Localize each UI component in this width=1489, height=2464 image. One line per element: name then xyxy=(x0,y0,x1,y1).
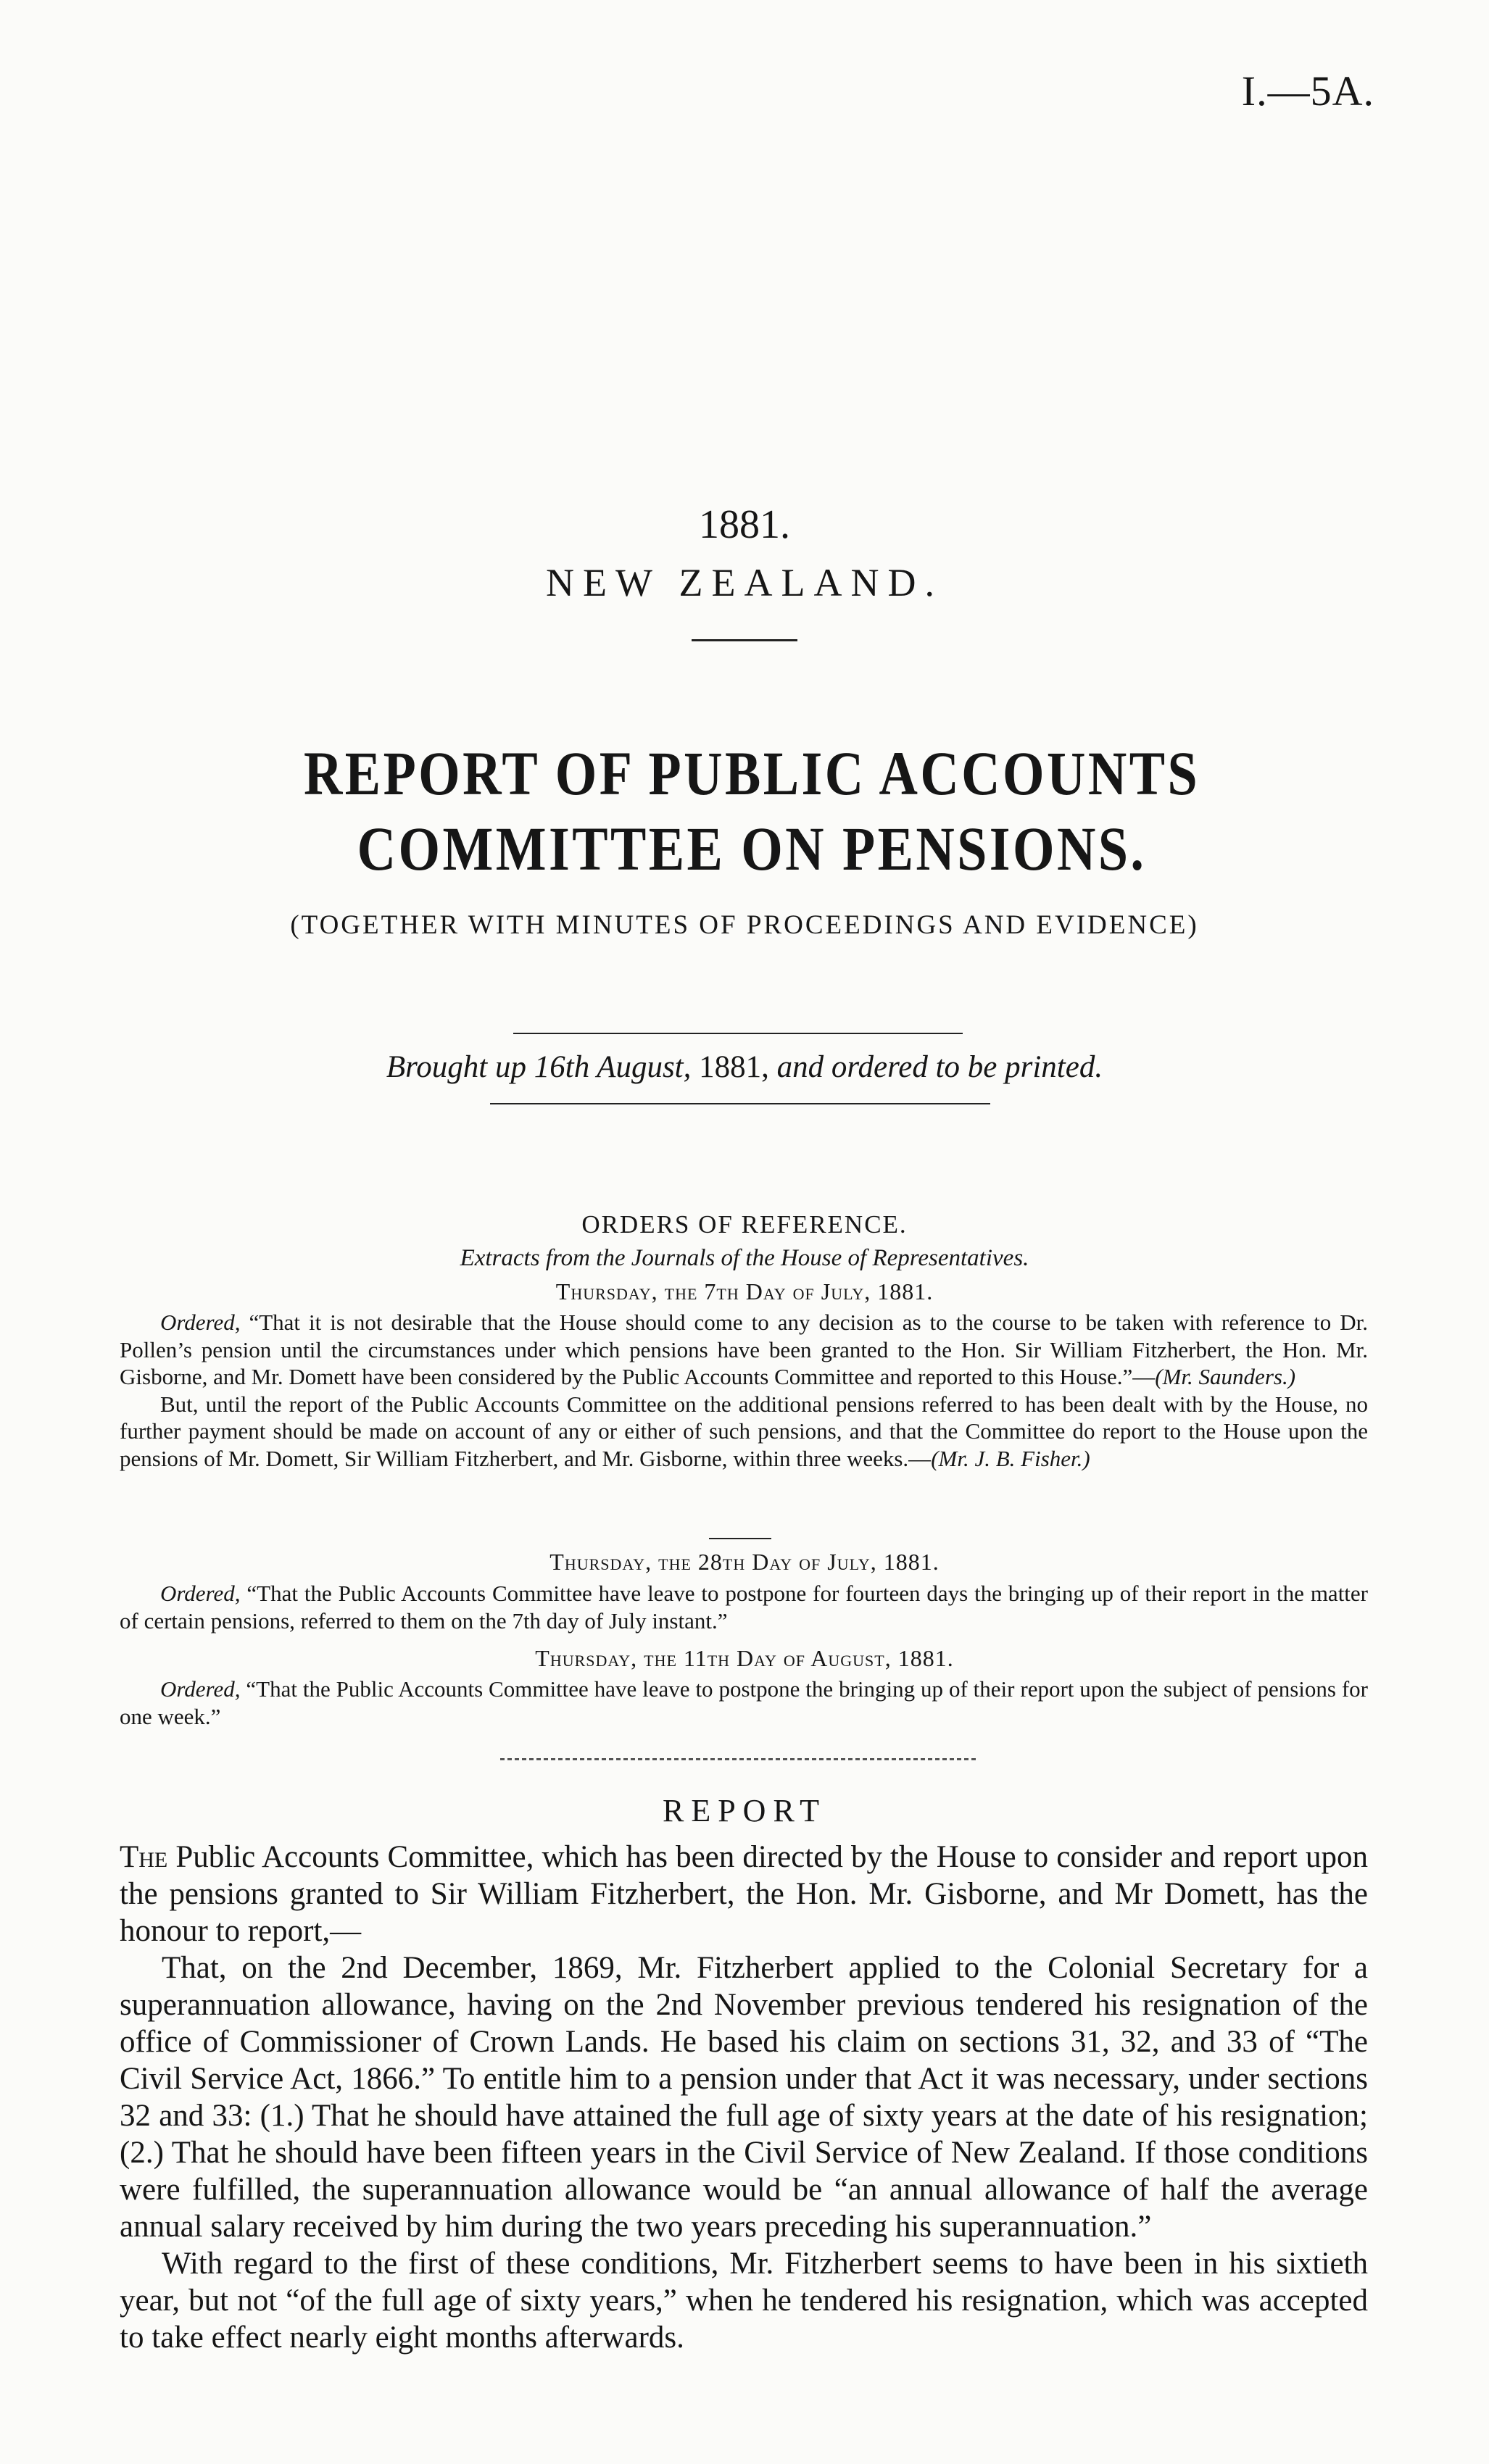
brought-up-line xyxy=(0,1049,1489,1085)
brought-up-bottom-rule xyxy=(490,1103,990,1104)
journal-extracts-caption: Extracts from the Journals of the House of Representatives. xyxy=(460,1245,1029,1271)
report-paragraph-1: The Public Accounts Committee, which has been directed by the House to consider and report upon the pensions granted to Sir William Fitzherbert, the Hon. Mr. Gisborne, and Mr Domett, has the honour to report,— xyxy=(120,1840,1368,1948)
ordered-label: Ordered, xyxy=(160,1676,241,1702)
report-main-title: REPORT OF PUBLIC ACCOUNTS COMMITTEE ON PENSIONS. xyxy=(303,738,1200,883)
order-11th-august-text: Ordered, “That the Public Accounts Committee have leave to postpone the bringing up of their report upon the subject of pensions for one week.” xyxy=(120,1676,1368,1729)
report-subtitle: (TOGETHER WITH MINUTES OF PROCEEDINGS AND EVIDENCE) xyxy=(290,910,1199,940)
order-separator-rule xyxy=(709,1538,771,1539)
report-body xyxy=(120,1839,1368,2356)
brought-up-prefix: Brought up xyxy=(386,1050,527,1084)
brought-up-top-rule xyxy=(513,1033,963,1034)
mover-saunders: (Mr. Saunders.) xyxy=(1155,1364,1296,1389)
section-divider-dotted xyxy=(500,1758,979,1760)
order-date-28th-july: Thursday, the 28th Day of July, 1881. xyxy=(549,1549,940,1575)
country-heading: NEW ZEALAND. xyxy=(546,561,943,604)
document-year: 1881. xyxy=(699,502,790,547)
order-7th-july-paragraph-1: Ordered, “That it is not desirable that the House should come to any decision as to the course to be taken with reference to Dr. Pollen’s pension until the circumstances under which pensions have been granted to the Hon. Sir William Fitzherbert, the Hon. Mr. Gisborne, and Mr. Domett have been considered by the Public Accounts Committee and reported to this House.”—(Mr. Saunders.) xyxy=(120,1310,1368,1389)
order-date-11th-august: Thursday, the 11th Day of August, 1881. xyxy=(535,1645,954,1671)
order-7th-july-paragraph-2: But, until the report of the Public Accounts Committee on the additional pensions referred to has been dealt with by the House, no further payment should be made on account of any or either of such pensions, and that the Committee do report to the House upon the pensions of Mr. Domett, Sir William Fitzherbert, and Mr. Gisborne, within three weeks.—(Mr. J. B. Fisher.) xyxy=(120,1391,1368,1471)
mover-fisher: (Mr. J. B. Fisher.) xyxy=(931,1445,1090,1471)
masthead-rule xyxy=(692,639,797,641)
ordered-label: Ordered, xyxy=(160,1581,241,1606)
order-28th-july-text: Ordered, “That the Public Accounts Committee have leave to postpone for fourteen days the bringing up of their report in the matter of certain pensions, referred to them on the 7th day of July instant.” xyxy=(120,1581,1369,1633)
report-heading: REPORT xyxy=(662,1793,827,1828)
brought-up-date: 16th August, xyxy=(534,1050,692,1084)
orders-of-reference-title: ORDERS OF REFERENCE. xyxy=(581,1210,908,1239)
order-date-7th-july: Thursday, the 7th Day of July, 1881. xyxy=(555,1278,934,1304)
report-paragraph-2: That, on the 2nd December, 1869, Mr. Fitzherbert applied to the Colonial Secretary for a superannuation allowance, having on the 2nd November previous tendered his resignation of the office of Commissioner of Crown Lands. He based his claim on sections 31, 32, and 33 of “The Civil Service Act, 1866.” To entitle him to a pension under that Act it was necessary, under sections 32 and 33: (1.) That he should have attained the full age of sixty years at the date of his resignation; (2.) That he should have been fifteen years in the Civil Service of New Zealand. If those conditions were fulfilled, the superannuation allowance would be “an annual allowance of half the average annual salary received by him during the two years preceding his superannuation.” xyxy=(120,1951,1368,2244)
order-7th-july-text xyxy=(120,1309,1368,1472)
brought-up-year: 1881, xyxy=(699,1050,769,1084)
report-paragraph-3: With regard to the first of these conditions, Mr. Fitzherbert seems to have been in his sixtieth year, but not “of the full age of sixty years,” when he tendered his resignation, which was accepted to take effect nearly eight months afterwards. xyxy=(120,2247,1368,2355)
ordered-label: Ordered, xyxy=(160,1310,241,1335)
brought-up-suffix: and ordered to be printed. xyxy=(776,1050,1103,1084)
page-reference: I.—5A. xyxy=(1241,67,1374,115)
